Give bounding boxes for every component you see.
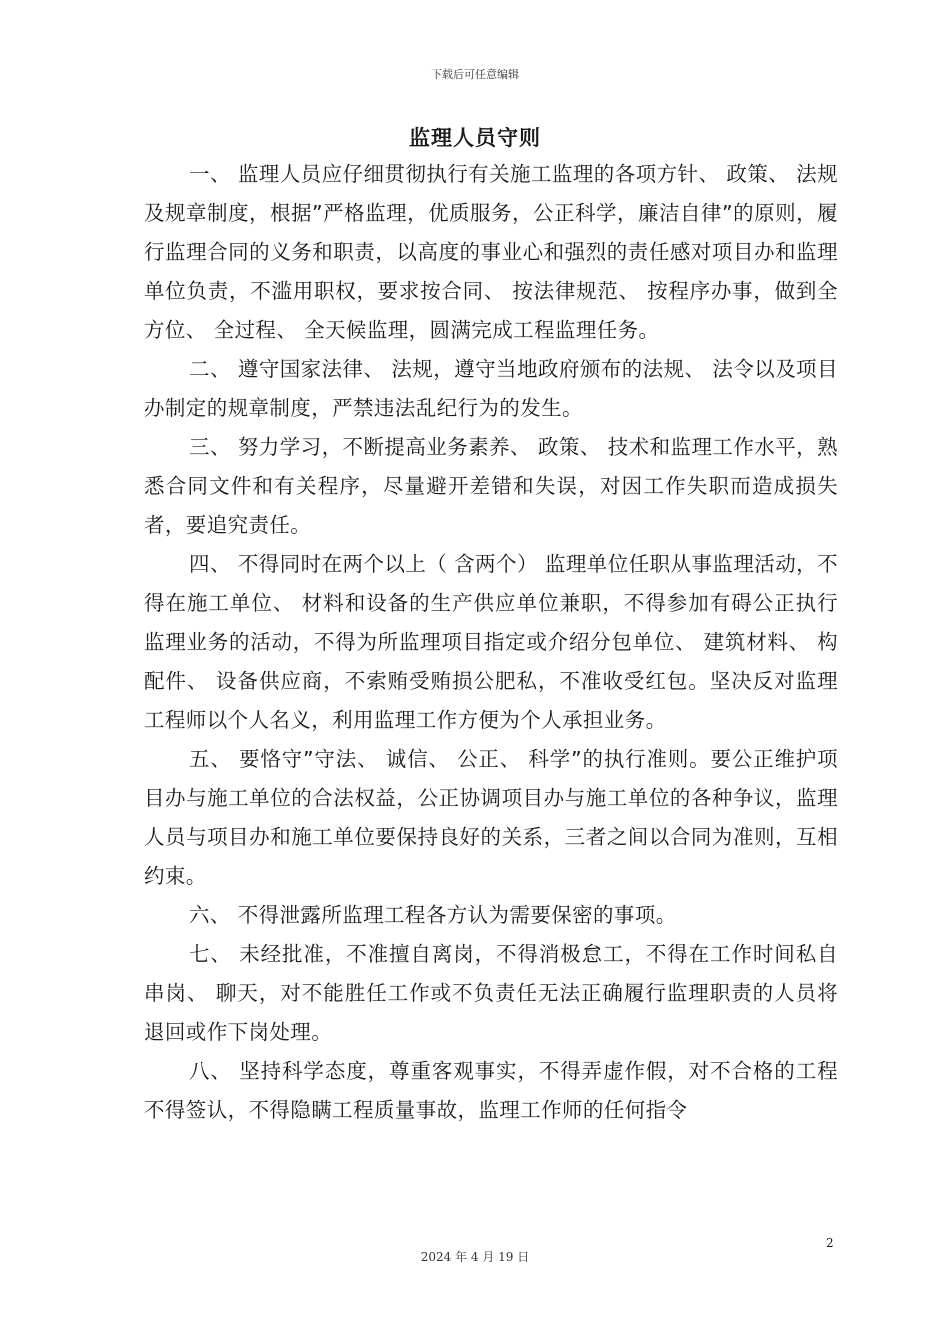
rule-paragraph-2: 二、 遵守国家法律、 法规，遵守当地政府颁布的法规、 法令以及项目办制定的规章制度，严禁违法乱纪行为的发生。: [144, 357, 838, 420]
rule-paragraph-3: 三、 努力学习，不断提高业务素养、 政策、 技术和监理工作水平，熟悉合同文件和有关程序，尽量避开差错和失误，对因工作失职而造成损失者，要追究责任。: [144, 435, 838, 537]
rule-paragraph-1: 一、 监理人员应仔细贯彻执行有关施工监理的各项方针、 政策、 法规及规章制度，根据”严格监理，优质服务，公正科学，廉洁自律”的原则，履行监理合同的义务和职责，以高度的事业心和强烈的责任感对项目办和监理单位负责，不滥用职权，要求按合同、 按法律规范、 按程序办事，做到全方位、 全过程、 全天候监理，圆满完成工程监理任务。: [144, 162, 838, 342]
rule-paragraph-4: 四、 不得同时在两个以上（ 含两个） 监理单位任职从事监理活动，不得在施工单位、 材料和设备的生产供应单位兼职，不得参加有碍公正执行监理业务的活动，不得为所监理项目指定或介绍分包单位、 建筑材料、 构配件、 设备供应商，不索贿受贿损公肥私，不准收受红包。坚决反对监理工程师以个人名义，利用监理工作方便为个人承担业务。: [144, 552, 838, 732]
rule-paragraph-5: 五、 要恪守”守法、 诚信、 公正、 科学”的执行准则。要公正维护项目办与施工单位的合法权益，公正协调项目办与施工单位的各种争议，监理人员与项目办和施工单位要保持良好的关系，三者之间以合同为准则，互相约束。: [144, 747, 838, 888]
rule-paragraph-8: 八、 坚持科学态度，尊重客观事实，不得弄虚作假，对不合格的工程不得签认，不得隐瞒工程质量事故，监理工作师的任何指令: [144, 1059, 838, 1122]
rule-paragraph-6: 六、 不得泄露所监理工程各方认为需要保密的事项。: [189, 903, 677, 927]
rule-paragraph-7: 七、 未经批准，不准擅自离岗，不得消极怠工，不得在工作时间私自串岗、 聊天，对不能胜任工作或不负责任无法正确履行监理职责的人员将退回或作下岗处理。: [144, 942, 838, 1044]
page-header-note: 下载后可任意编辑: [431, 68, 519, 81]
page-footer-date: 2024 年 4 月 19 日: [420, 1250, 530, 1264]
document-body: [144, 155, 838, 1130]
document-title: 监理人员守则: [409, 126, 541, 150]
page-number: 2: [826, 1236, 834, 1250]
